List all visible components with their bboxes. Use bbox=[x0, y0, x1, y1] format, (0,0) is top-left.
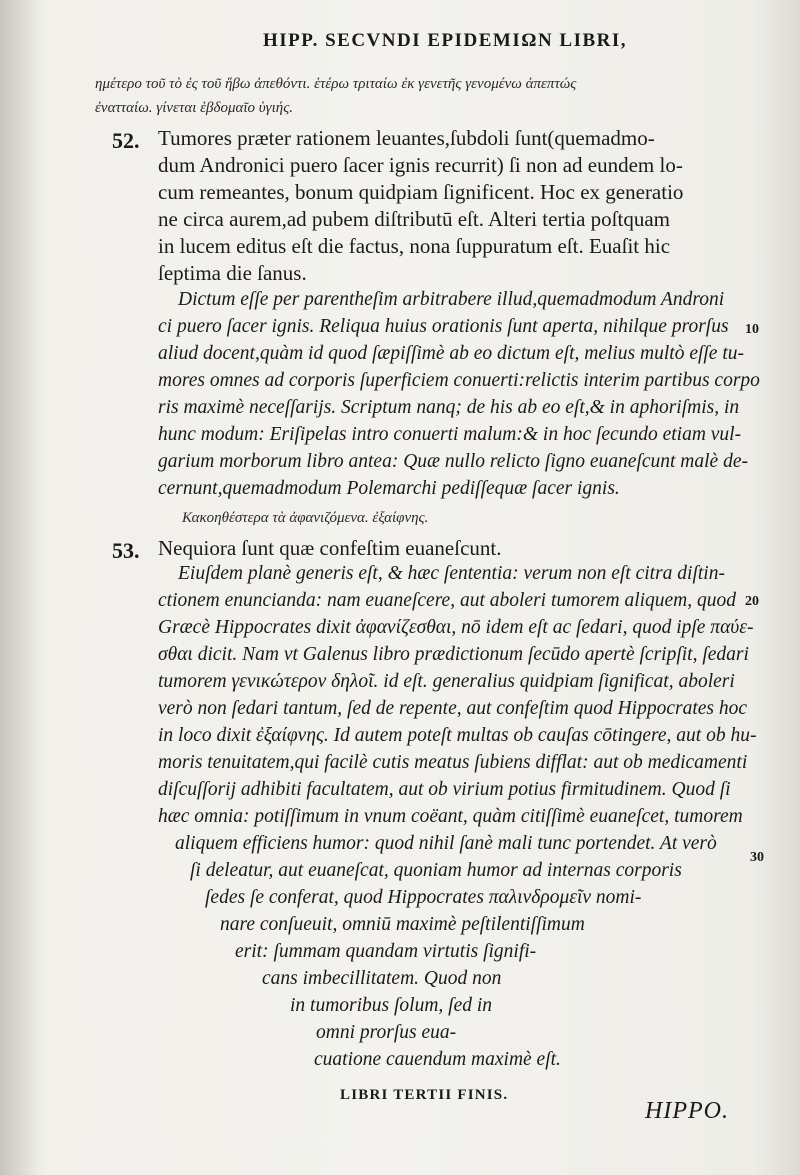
commentary-53-line: aliquem efficiens humor: quod nihil ſanè mali tunc portendet. At verò bbox=[175, 833, 717, 854]
commentary-52-line: ris maximè neceſſarijs. Scriptum nanq; de his ab eo eſt,& in aphoriſmis, in bbox=[158, 397, 740, 418]
commentary-52-line: cernunt,quemadmodum Polemarchi pediſſequæ ſacer ignis. bbox=[158, 478, 620, 499]
commentary-53-line: verò non ſedari tantum, ſed de repente, aut confeſtim quod Hippocrates hoc bbox=[158, 698, 748, 719]
section-52-line: in lucem editus eſt die factus, nona ſuppuratum eſt. Euaſit hic bbox=[158, 234, 671, 258]
commentary-53-line: moris tenuitatem,qui facilè cutis meatus ſubiens difflat: aut ob medicamenti bbox=[158, 752, 748, 773]
catchword: HIPPO. bbox=[645, 1098, 729, 1124]
commentary-52-line: garium morborum libro antea: Quæ nullo relicto ſigno euaneſcunt malè de- bbox=[158, 451, 748, 472]
greek-line: ἐνατταίω. γίνεται ἑβδομαῖο ὑγιής. bbox=[95, 100, 294, 116]
section-52-line: ne circa aurem,ad pubem diſtributū eſt. Alteri tertia poſtquam bbox=[158, 207, 670, 231]
running-header: HIPP. SECVNDI EPIDEMIΩN LIBRI, bbox=[262, 30, 628, 51]
section-number-53: 53. bbox=[112, 538, 140, 563]
margin-line-number: 20 bbox=[745, 594, 759, 609]
margin-line-number: 10 bbox=[745, 322, 759, 337]
section-number-52: 52. bbox=[112, 128, 140, 153]
commentary-53-line: σθαι dicit. Nam vt Galenus libro prædictionum ſecūdo apertè ſcripſit, ſedari bbox=[158, 644, 749, 665]
greek-line: ημέτερο τοῦ τὸ ἐς τοῦ ἥβω ἀπεθόντι. ἑτέρω τριταίω ἐκ γενετῆς γενομένω ἀπεπτώς bbox=[95, 76, 577, 92]
commentary-53-line: cuatione cauendum maximè eſt. bbox=[314, 1049, 561, 1070]
commentary-53-line: erit: ſummam quandam virtutis ſignifi- bbox=[235, 941, 537, 962]
commentary-53-line: cans imbecillitatem. Quod non bbox=[262, 968, 502, 989]
commentary-53-line: Græcè Hippocrates dixit ἀφανίζεσθαι, nō idem eſt ac ſedari, quod ipſe παύε- bbox=[158, 617, 754, 638]
section-52-line: ſeptima die ſanus. bbox=[158, 261, 307, 285]
section-52-line: dum Andronici puero ſacer ignis recurrit) ſi non ad eundem lo- bbox=[158, 153, 683, 177]
commentary-52-line: ci puero ſacer ignis. Reliqua huius orationis ſunt aperta, nihilque prorſus bbox=[158, 316, 729, 337]
commentary-52-line: mores omnes ad corporis ſuperficiem conuerti:relictis interim partibus corpo bbox=[158, 370, 760, 391]
commentary-53-line: Eiuſdem planè generis eſt, & hæc ſententia: verum non eſt citra diſtin- bbox=[178, 563, 725, 584]
section-52-line: Tumores præter rationem leuantes,ſubdoli ſunt(quemadmo- bbox=[158, 126, 655, 150]
greek-lemma: Κακοηθέστερα τὰ ἀφανιζόμενα. ἐξαίφνης. bbox=[182, 510, 429, 526]
commentary-53-line: in loco dixit ἐξαίφνης. Id autem poteſt multas ob cauſas cōtingere, aut ob hu- bbox=[158, 725, 757, 746]
page-gutter-shadow bbox=[0, 0, 40, 1175]
margin-line-number: 30 bbox=[750, 850, 764, 865]
commentary-53-line: nare conſueuit, omniū maximè peſtilentiſſimum bbox=[220, 914, 585, 935]
commentary-53-line: ſedes ſe conferat, quod Hippocrates παλινδρομεῖν nomi- bbox=[205, 887, 642, 908]
section-53-line: Nequiora ſunt quæ confeſtim euaneſcunt. bbox=[158, 536, 502, 560]
commentary-53-line: ſi deleatur, aut euaneſcat, quoniam humor ad internas corporis bbox=[190, 860, 682, 881]
commentary-53-line: omni prorſus eua- bbox=[316, 1022, 457, 1043]
commentary-52-line: aliud docent,quàm id quod ſæpiſſimè ab eo dictum eſt, melius multò eſſe tu- bbox=[158, 343, 744, 364]
commentary-52-line: Dictum eſſe per parentheſim arbitrabere illud,quemadmodum Androni bbox=[178, 289, 725, 310]
commentary-53-line: diſcuſſorij adhibiti facultatem, aut ob virium potius firmitudinem. Quod ſi bbox=[158, 779, 731, 800]
commentary-53-line: tumorem γενικώτερον δηλοῖ. id eſt. generalius quidpiam ſignificat, aboleri bbox=[158, 671, 735, 692]
section-52-line: cum remeantes, bonum quidpiam ſignificent. Hoc ex generatio bbox=[158, 180, 684, 204]
commentary-53-line: ctionem enuncianda: nam euaneſcere, aut aboleri tumorem aliquem, quod bbox=[158, 590, 737, 611]
commentary-53-line: hæc omnia: potiſſimum in vnum coëant, quàm citiſſimè euaneſcet, tumorem bbox=[158, 806, 743, 827]
commentary-52-line: hunc modum: Eriſipelas intro conuerti malum:& in hoc ſecundo etiam vul- bbox=[158, 424, 742, 445]
commentary-53-line: in tumoribus ſolum, ſed in bbox=[290, 995, 493, 1016]
book-end-colophon: LIBRI TERTII FINIS. bbox=[340, 1087, 509, 1103]
